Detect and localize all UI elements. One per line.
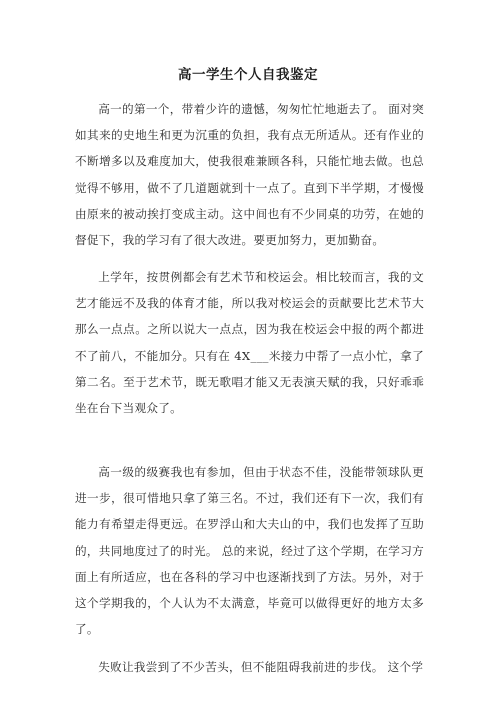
paragraph-3: 高一级的级赛我也有参加，但由于状态不佳，没能带领球队更进一步，很可惜地只拿了第三名。不过，我们还有下一次，我们有能力有希望走得更远。在罗浮山和大夫山的中，我们也发挥了互助的，共同地度过了的时光。 总的来说，经过了这个学期，在学习方面上有所适应，也在各科的学习中也逐渐找到了方法。另外，对于这个学期我的，个人认为不太满意，毕竟可以做得更好的地方太多了。 [75, 465, 424, 637]
paragraph-4: 失败让我尝到了不少苦头，但不能阻碍我前进的步伐。 这个学 [98, 660, 424, 674]
paragraph-2: 上学年，按贯例都会有艺术节和校运会。相比较而言，我的文艺才能远不及我的体育才能，所以我对校运会的贡献要比艺术节大那么一点点。之所以说大一点点，因为我在校运会中报的两个都进不了前八，不能加分。只有在 4X___米接力中帮了一点小忙，拿了第二名。至于艺术节，既无歌唱才能又无表演天赋的我，只好乖乖坐在台下当观众了。 [75, 270, 424, 416]
document-title: 高一学生个人自我鉴定 [178, 67, 318, 83]
paragraph-1: 高一的第一个，带着少许的遗憾，匆匆忙忙地逝去了。 面对突如其来的史地生和更为沉重的负担，我有点无所适从。还有作业的不断增多以及难度加大，使我很难兼顾各科，只能忙地去做。也总觉得不够用，做不了几道题就到十一点了。直到下半学期，才慢慢由原来的被动挨打变成主动。这中间也有不少同桌的功劳，在她的督促下，我的学习有了很大改进。要更加努力，更加勤奋。 [75, 102, 424, 248]
